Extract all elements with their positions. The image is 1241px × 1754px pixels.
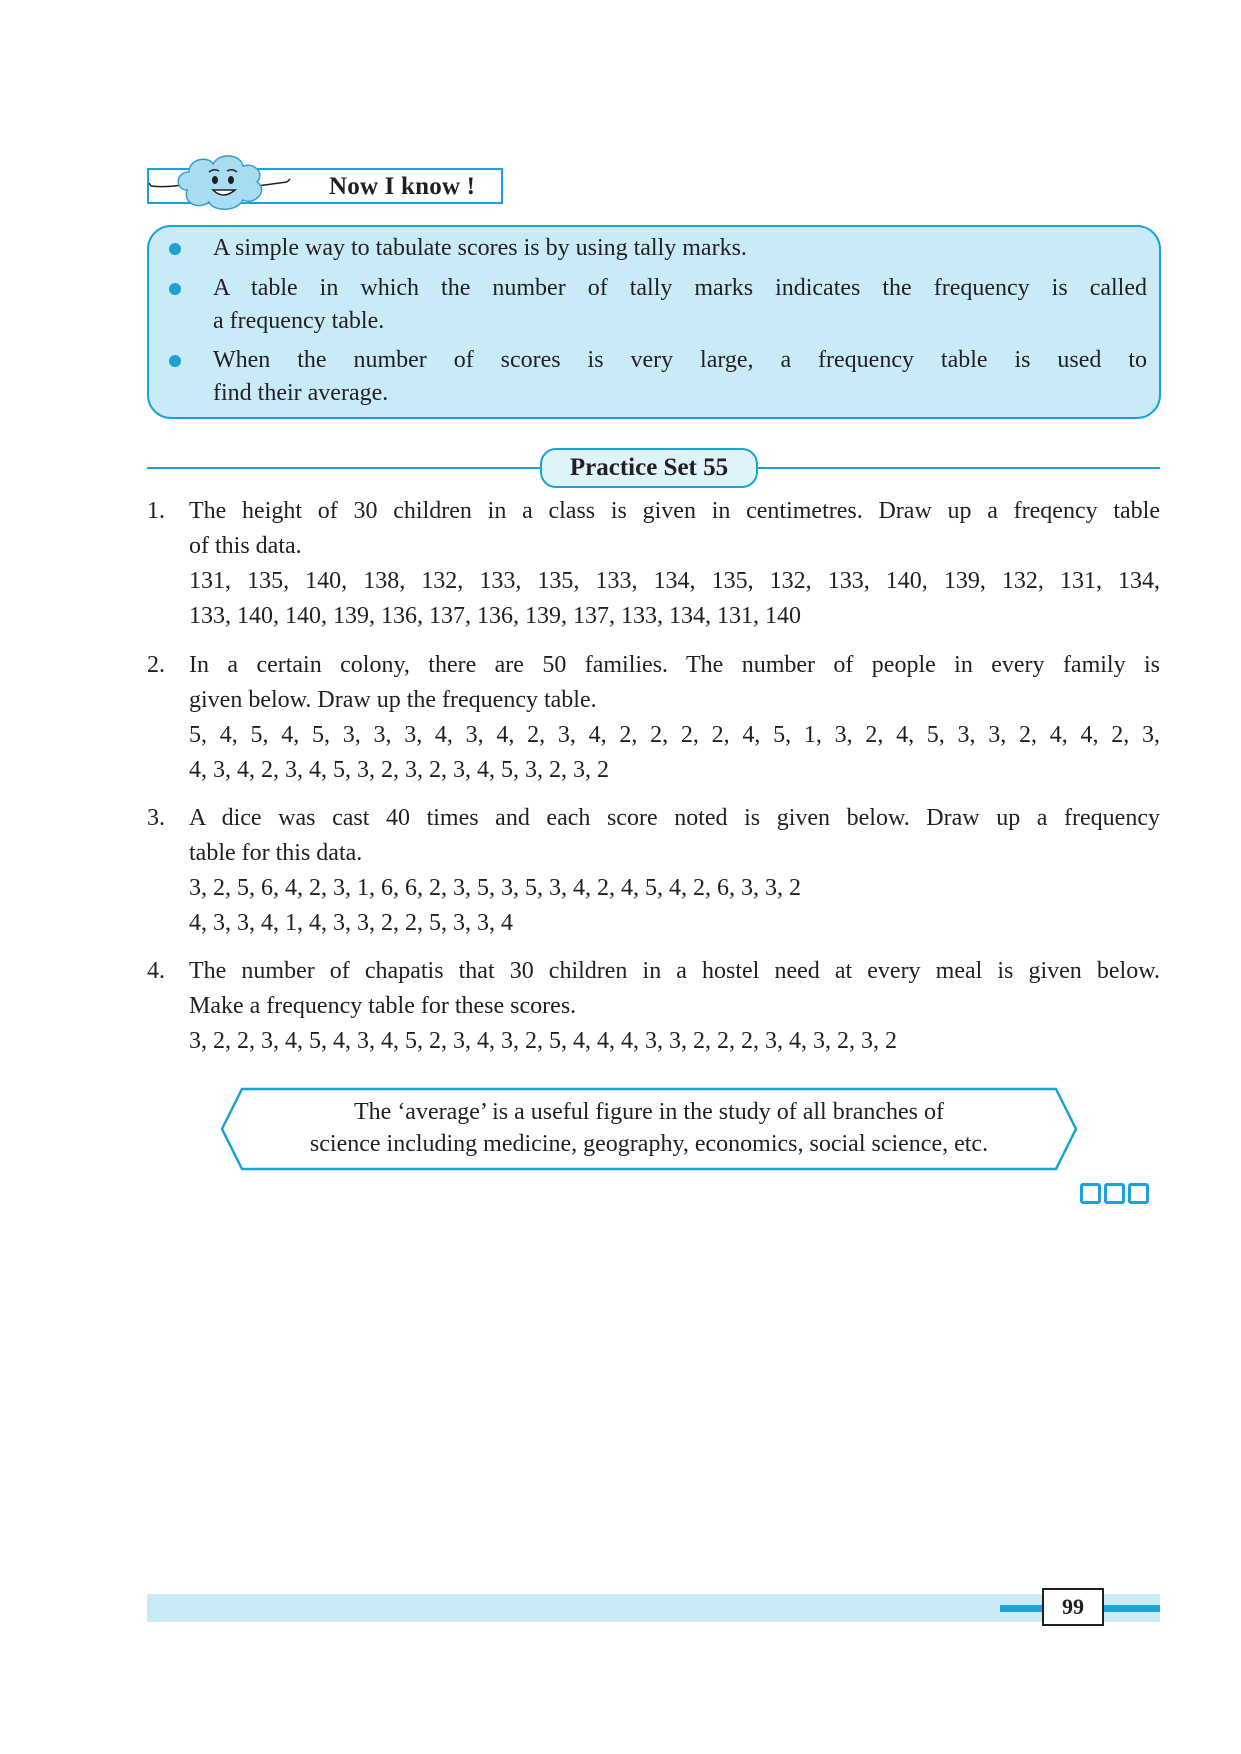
now-i-know-item xyxy=(213,232,1147,265)
question-line: 3, 2, 5, 6, 4, 2, 3, 1, 6, 6, 2, 3, 5, 3, 5, 3, 4, 2, 4, 5, 4, 2, 6, 3, 3, 2 xyxy=(189,875,801,901)
practice-set-title: Practice Set 55 xyxy=(540,448,758,488)
item-line: a frequency table. xyxy=(213,308,385,334)
bullet-icon xyxy=(169,283,181,295)
question-line: 4, 3, 4, 2, 3, 4, 5, 3, 2, 3, 2, 3, 4, 5, 3, 2, 3, 2 xyxy=(189,757,609,783)
question-number: 3. xyxy=(147,805,165,831)
note-line: The ‘average’ is a useful figure in the study of all branches of xyxy=(354,1099,944,1125)
bullet-icon xyxy=(169,355,181,367)
question-line: 4, 3, 3, 4, 1, 4, 3, 3, 2, 2, 5, 3, 3, 4 xyxy=(189,910,513,936)
question-line: of this data. xyxy=(189,533,302,559)
page-number: 99 xyxy=(1042,1588,1104,1626)
square-icon xyxy=(1080,1183,1101,1204)
question-line: 133, 140, 140, 139, 136, 137, 136, 139, 137, 133, 134, 131, 140 xyxy=(189,603,801,629)
practice-divider-left xyxy=(147,467,542,469)
question-line: The number of chapatis that 30 children in a hostel need at every meal is given below. xyxy=(189,958,1160,984)
square-icon xyxy=(1104,1183,1125,1204)
practice-divider-right xyxy=(756,467,1160,469)
question-number: 1. xyxy=(147,498,165,524)
question-body xyxy=(189,954,1160,1059)
question-line: table for this data. xyxy=(189,840,363,866)
question-line: Make a frequency table for these scores. xyxy=(189,993,577,1019)
question-body xyxy=(189,494,1160,634)
question-line: 3, 2, 2, 3, 4, 5, 4, 3, 4, 5, 2, 3, 4, 3, 2, 5, 4, 4, 4, 3, 3, 2, 2, 2, 3, 4, 3, 2, 3, 2 xyxy=(189,1028,897,1054)
now-i-know-title: Now I know ! xyxy=(329,173,476,200)
question-line: The height of 30 children in a class is given in centimetres. Draw up a freqency table xyxy=(189,498,1160,524)
item-line: A simple way to tabulate scores is by using tally marks. xyxy=(213,235,747,261)
item-line: A table in which the number of tally marks indicates the frequency is called xyxy=(213,275,1147,301)
now-i-know-box xyxy=(147,225,1161,419)
bullet-icon xyxy=(169,243,181,255)
question-body xyxy=(189,648,1160,788)
footer-accent-left xyxy=(1000,1605,1042,1612)
question-number: 4. xyxy=(147,958,165,984)
question-line: 131, 135, 140, 138, 132, 133, 135, 133, 134, 135, 132, 133, 140, 139, 132, 131, 134, xyxy=(189,568,1160,594)
smiling-cloud-icon xyxy=(147,150,297,214)
note-line: science including medicine, geography, economics, social science, etc. xyxy=(309,1131,989,1157)
question-line: 5, 4, 5, 4, 5, 3, 3, 3, 4, 3, 4, 2, 3, 4, 2, 2, 2, 2, 4, 5, 1, 3, 2, 4, 5, 3, 3, 2, 4, 4, 2, 3, xyxy=(189,722,1160,748)
note-text xyxy=(220,1096,1078,1160)
question-line: In a certain colony, there are 50 families. The number of people in every family is xyxy=(189,652,1160,678)
footer-accent-right xyxy=(1104,1605,1160,1612)
end-of-section-icon xyxy=(1080,1183,1152,1205)
now-i-know-item xyxy=(213,344,1147,410)
item-line: When the number of scores is very large, a frequency table is used to xyxy=(213,347,1147,373)
question-line: A dice was cast 40 times and each score noted is given below. Draw up a frequency xyxy=(189,805,1160,831)
average-note-box xyxy=(220,1087,1078,1171)
question-line: given below. Draw up the frequency table. xyxy=(189,687,597,713)
now-i-know-header xyxy=(147,168,503,204)
now-i-know-item xyxy=(213,272,1147,338)
question-number: 2. xyxy=(147,652,165,678)
question-body xyxy=(189,801,1160,941)
item-line: find their average. xyxy=(213,380,389,406)
square-icon xyxy=(1128,1183,1149,1204)
